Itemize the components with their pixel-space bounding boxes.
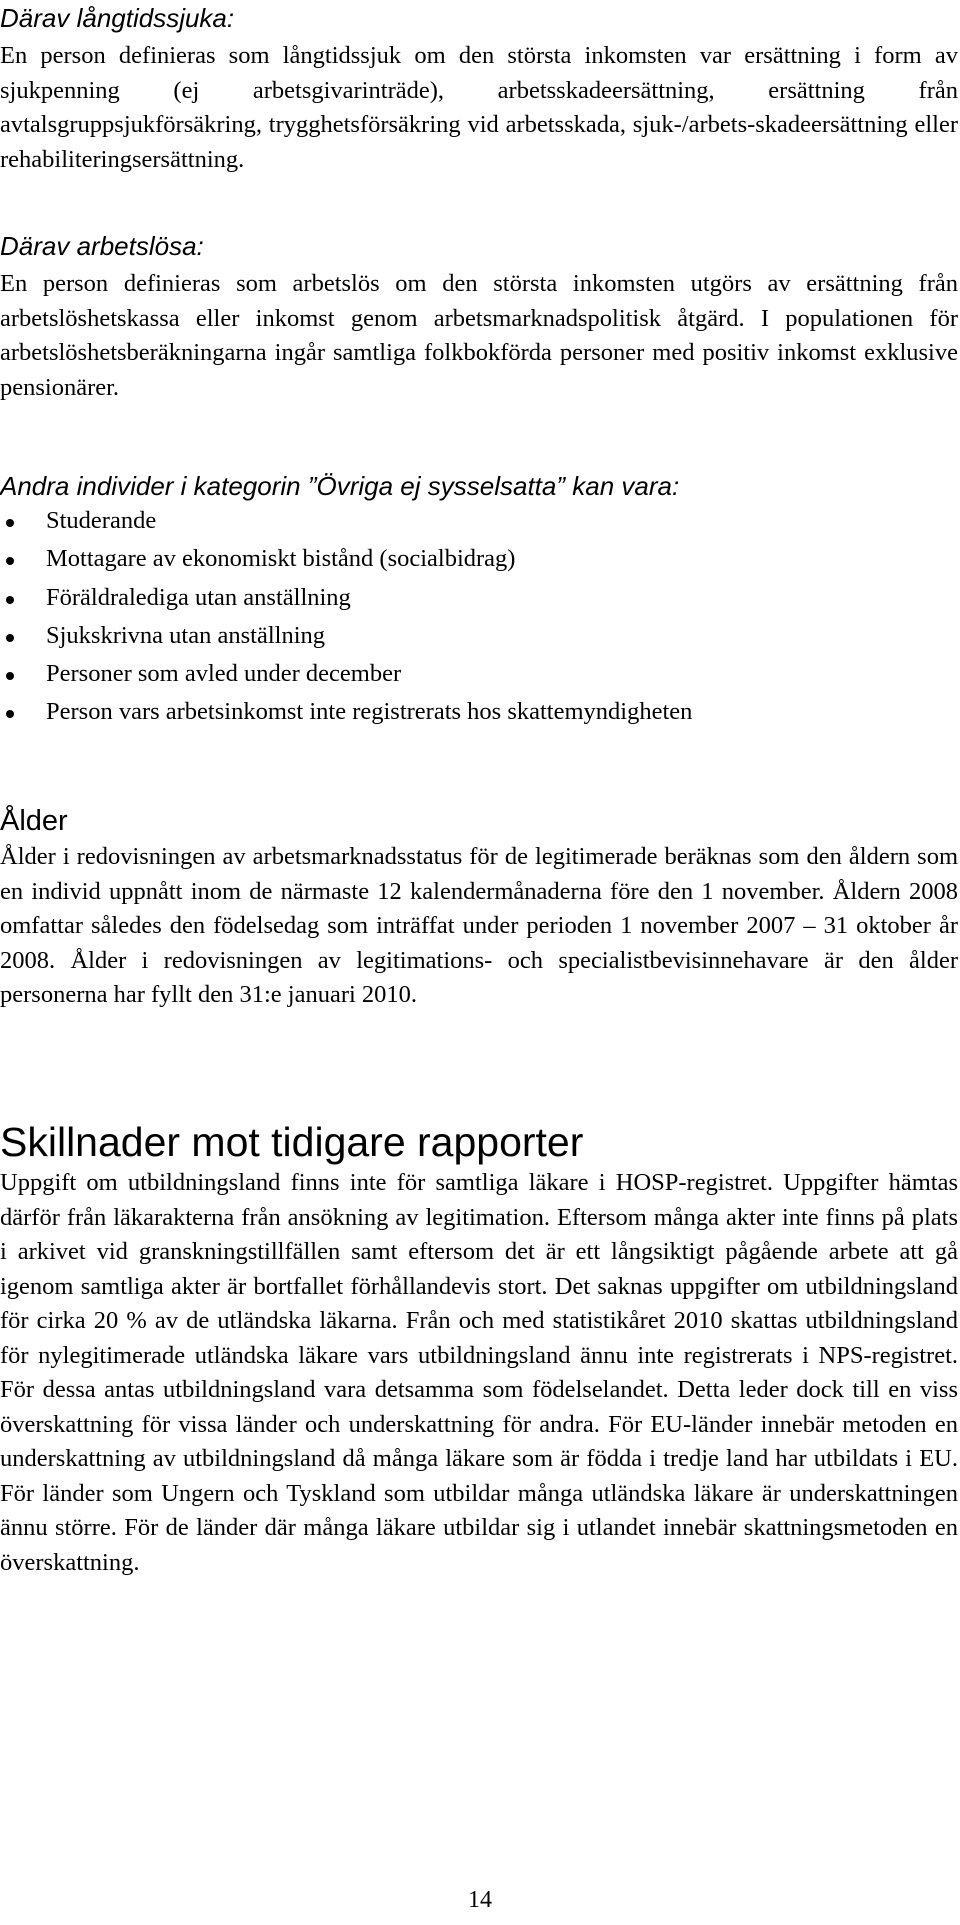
list-item-text: Person vars arbetsinkomst inte registrerats hos skattemyndigheten	[46, 698, 693, 726]
bullet-icon	[6, 596, 14, 604]
list-item	[0, 655, 958, 693]
bullet-icon	[6, 634, 14, 642]
list-item	[0, 617, 958, 655]
page-number: 14	[468, 1887, 492, 1913]
list-item	[0, 502, 958, 540]
age-heading: Ålder	[0, 805, 68, 837]
long-term-sick-body: En person definieras som långtidssjuk om den största inkomsten var ersättning i form av sjukpenning (ej arbetsgivarinträde), arbetsskadeersättning, ersättning från avtalsgruppsjukförsäkring, trygghetsförsäkring vid arbetsskada, sjuk-/arbets-skadeersättning eller rehabiliteringsersättning.	[0, 42, 958, 173]
age-body: Ålder i redovisningen av arbetsmarknadsstatus för de legitimerade beräknas som den åldern som en individ uppnått inom de närmaste 12 kalendermånaderna före den 1 november. Åldern 2008 omfattar således den födelsedag som inträffat under perioden 1 november 2007 – 31 oktober år 2008. Ålder i redovisningen av legitimations- och specialistbevisinnehavare är den ålder personerna har fyllt den 31:e januari 2010.	[0, 843, 958, 1008]
list-item	[0, 693, 958, 731]
section-unemployed	[0, 230, 958, 405]
list-item-text: Sjukskrivna utan anställning	[46, 621, 325, 649]
differences-body: Uppgift om utbildningsland finns inte för samtliga läkare i HOSP-registret. Uppgifter hämtas därför från läkarakterna från ansökning av legitimation. Eftersom många akter inte finns på plats i arkivet vid granskningstillfällen samt eftersom det är ett långsiktigt pågående arbete att gå igenom samtliga akter är bortfallet förhållandevis stort. Det saknas uppgifter om utbildningsland för cirka 20 % av de utländska läkarna. Från och med statistikåret 2010 skattas utbildningsland för nylegitimerade utländska läkare vars utbildningsland ännu inte registrerats i NPS-registret. För dessa antas utbildningsland vara detsamma som födelselandet. Detta leder dock till en viss överskattning för vissa länder och underskattning för andra. För EU-länder innebär metoden en underskattning av utbildningsland då många läkare som är födda i tredje land har utbildats i EU. För länder som Ungern och Tyskland som utbildar många utländska läkare är underskattningen ännu större. För de länder där många läkare utbildar sig i utlandet innebär skattningsmetoden en överskattning.	[0, 1169, 958, 1576]
bullet-icon	[6, 519, 14, 527]
section-differences	[0, 1118, 958, 1580]
unemployed-heading: Därav arbetslösa:	[0, 231, 204, 261]
section-age	[0, 804, 958, 1013]
section-long-term-sick	[0, 2, 958, 177]
bullet-icon	[6, 672, 14, 680]
list-item	[0, 579, 958, 617]
bullet-icon	[6, 710, 14, 718]
list-item-text: Studerande	[46, 507, 157, 534]
differences-heading: Skillnader mot tidigare rapporter	[0, 1119, 584, 1165]
other-individuals-list	[0, 502, 958, 732]
list-item-text: Personer som avled under december	[46, 660, 402, 688]
section-other-individuals	[0, 470, 958, 732]
other-individuals-heading: Andra individer i kategorin ”Övriga ej sysselsatta” kan vara:	[0, 471, 680, 501]
bullet-icon	[6, 557, 14, 565]
list-item-text: Mottagare av ekonomiskt bistånd (socialbidrag)	[46, 545, 516, 573]
long-term-sick-heading: Därav långtidssjuka:	[0, 3, 235, 33]
list-item	[0, 540, 958, 578]
unemployed-body: En person definieras som arbetslös om den största inkomsten utgörs av ersättning från arbetslöshetskassa eller inkomst genom arbetsmarknadspolitisk åtgärd. I populationen för arbetslöshetsberäkningarna ingår samtliga folkbokförda personer med positiv inkomst exklusive pensionärer.	[0, 270, 958, 401]
list-item-text: Föräldralediga utan anställning	[46, 583, 351, 611]
